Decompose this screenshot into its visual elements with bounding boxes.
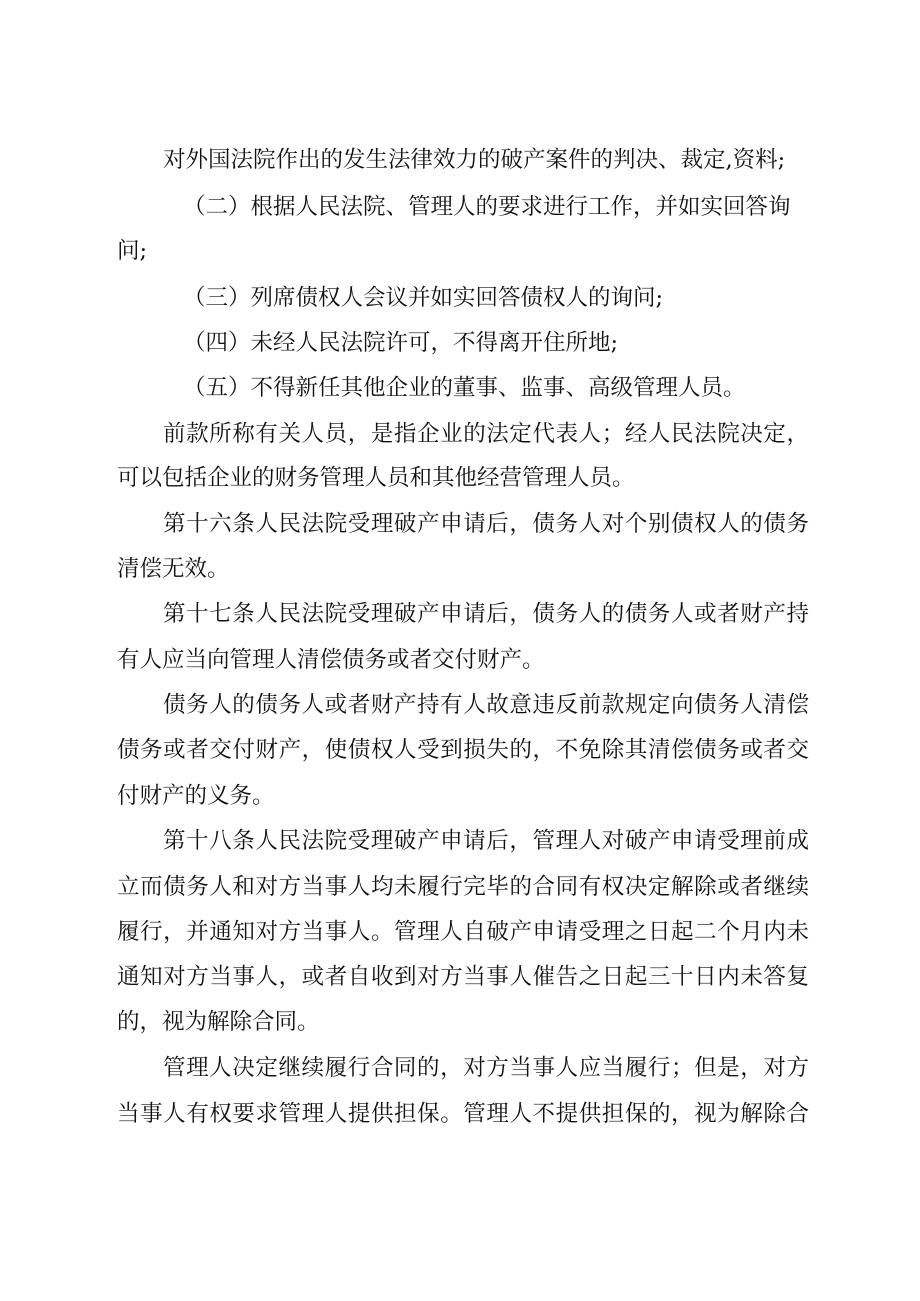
text-line: 第十六条人民法院受理破产申请后，债务人对个别债权人的债务 [163,511,809,537]
text-line: 立而债务人和对方当事人均未履行完毕的合同有权决定解除或者继续 [117,874,809,900]
text-line: （四）未经人民法院许可，不得离开住所地; [183,330,619,356]
text-line: （二）根据人民法院、管理人的要求进行工作，并如实回答询 [183,194,791,220]
text-line: 的，视为解除合同。 [117,1009,320,1035]
text-line: 清偿无效。 [117,556,230,582]
text-line: 第十七条人民法院受理破产申请后，债务人的债务人或者财产持 [163,601,809,627]
text-line: 可以包括企业的财务管理人员和其他经营管理人员。 [117,465,635,491]
text-line: 债务人的债务人或者财产持有人故意违反前款规定向债务人清偿 [163,692,809,718]
text-line: 管理人决定继续履行合同的，对方当事人应当履行；但是，对方 [163,1055,809,1081]
text-line: 当事人有权要求管理人提供担保。管理人不提供担保的，视为解除合 [117,1101,809,1127]
text-line: 问; [117,238,148,264]
text-line: （五）不得新任其他企业的董事、监事、高级管理人员。 [183,375,746,401]
text-line: 付财产的义务。 [117,783,275,809]
text-line: 第十八条人民法院受理破产申请后，管理人对破产申请受理前成 [163,828,809,854]
text-line: （三）列席债权人会议并如实回答债权人的询问; [183,285,664,311]
text-line: 履行，并通知对方当事人。管理人自破产申请受理之日起二个月内未 [117,919,809,945]
text-line: 前款所称有关人员，是指企业的法定代表人；经人民法院决定， [163,421,809,447]
text-line: 债务或者交付财产，使债权人受到损失的，不免除其清偿债务或者交 [117,737,809,763]
text-line: 对外国法院作出的发生法律效力的破产案件的判决、裁定,资料; [163,147,786,173]
text-line: 通知对方当事人，或者自收到对方当事人催告之日起三十日内未答复 [117,964,809,990]
text-line: 有人应当向管理人清偿债务或者交付财产。 [117,647,545,673]
